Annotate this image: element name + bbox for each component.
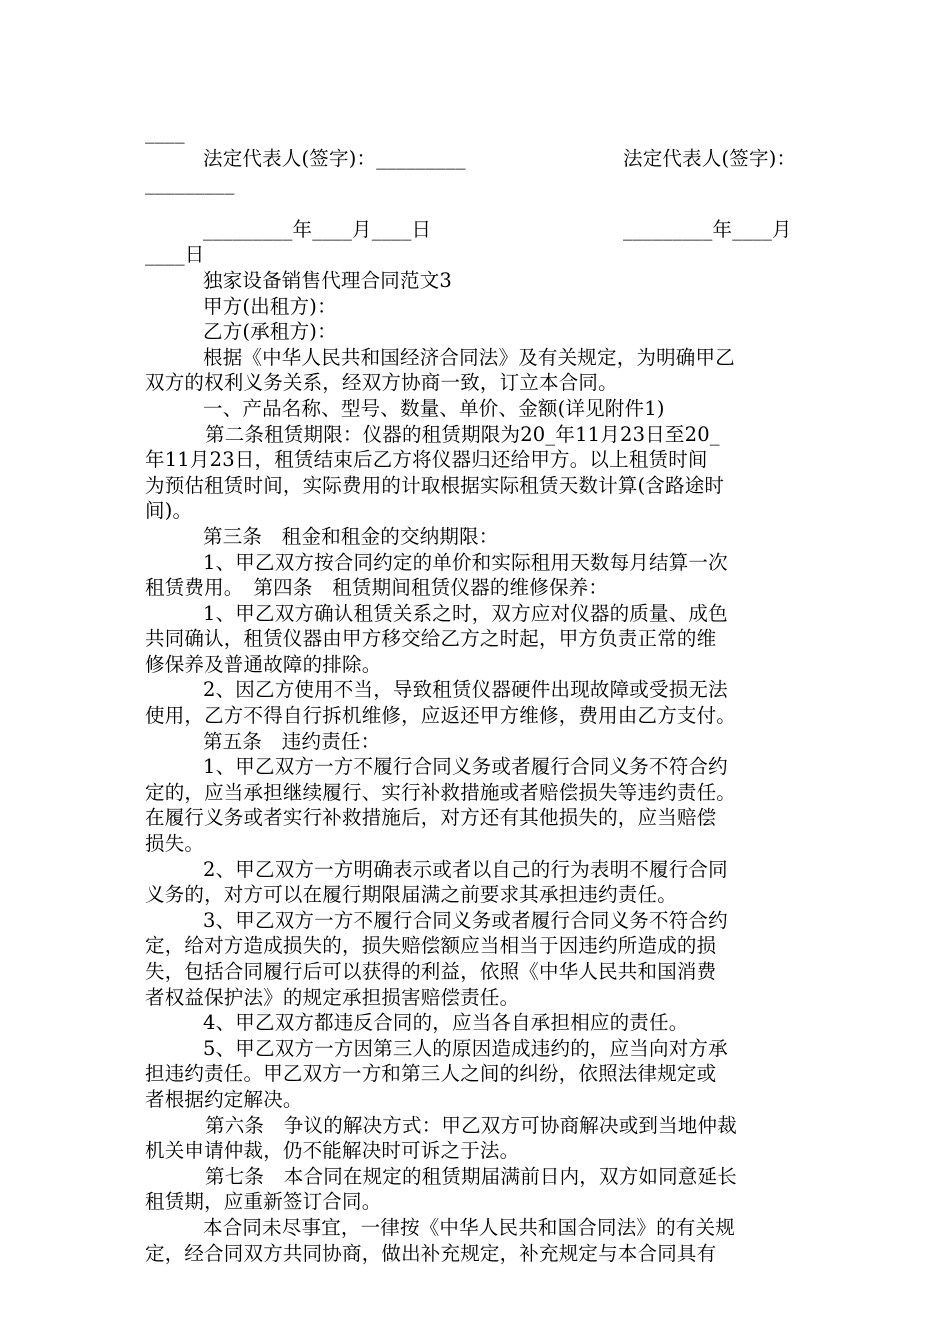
top-rule: ____ xyxy=(145,121,185,144)
article-5-item-3-line-1: 3、甲乙双方一方不履行合同义务或者履行合同义务不符合约 xyxy=(203,908,728,932)
article-5-item-2-line-1: 2、甲乙双方一方明确表示或者以自己的行为表明不履行合同 xyxy=(203,857,728,881)
article-5-item-5-line-3: 者根据约定解决。 xyxy=(145,1087,303,1111)
article-5-item-3-line-3: 失，包括合同履行后可以获得的利益，依照《中华人民共和国消费 xyxy=(145,960,717,983)
article-3-item-1-line-1: 1、甲乙双方按合同约定的单价和实际租用天数每月结算一次 xyxy=(203,550,728,574)
article-4-item-2-line-2: 使用，乙方不得自行拆机维修，应返还甲方维修，费用由乙方支付。 xyxy=(145,704,737,728)
article-2-line-3: 为预估租赁时间，实际费用的计取根据实际租赁天数计算(含路途时 xyxy=(145,473,725,497)
article-5-item-1-line-4: 损失。 xyxy=(145,832,205,856)
closing-line-2: 定，经合同双方共同协商，做出补充规定，补充规定与本合同具有 xyxy=(145,1241,717,1265)
article-5-item-5-line-1: 5、甲乙双方一方因第三人的原因造成违约的，应当向对方承 xyxy=(203,1036,728,1060)
article-7-line-1: 第七条 本合同在规定的租赁期届满前日内，双方如同意延长 xyxy=(205,1164,737,1188)
intro-line-1: 根据《中华人民共和国经济合同法》及有关规定，为明确甲乙 xyxy=(203,345,735,369)
document-page xyxy=(145,120,810,1266)
document-title: 独家设备销售代理合同范文3 xyxy=(203,268,453,292)
article-5-item-1-line-2: 定的，应当承担继续履行、实行补救措施或者赔偿损失等违约责任。 xyxy=(145,780,737,804)
party-a: 甲方(出租方)： xyxy=(203,294,337,318)
article-5-item-2-line-2: 义务的，对方可以在履行期限届满之前要求其承担违约责任。 xyxy=(145,883,677,907)
right-legal-rep: 法定代表人(签字)： xyxy=(623,146,797,170)
article-6-line-2: 机关申请仲裁，仍不能解决时可诉之于法。 xyxy=(145,1139,520,1163)
article-3-heading: 第三条 租金和租金的交纳期限： xyxy=(203,524,499,548)
date-day-tail: ____日 xyxy=(145,243,205,267)
article-5-heading: 第五条 违约责任： xyxy=(203,729,381,753)
article-2-line-4: 间)。 xyxy=(145,499,193,523)
article-5-item-3-line-4: 者权益保护法》的规定承担损害赔偿责任。 xyxy=(145,985,520,1009)
article-4-item-1-line-2: 共同确认，租赁仪器由甲方移交给乙方之时起，甲方负责正常的维 xyxy=(145,627,717,651)
rep-rule-continuation: _________ xyxy=(145,172,235,196)
article-4-item-2-line-1: 2、因乙方使用不当，导致租赁仪器硬件出现故障或受损无法 xyxy=(203,678,728,702)
party-b: 乙方(承租方)： xyxy=(203,320,337,344)
closing-line-1: 本合同未尽事宜，一律按《中华人民共和国合同法》的有关规 xyxy=(203,1215,735,1239)
intro-line-2: 双方的权利义务关系，经双方协商一致，订立本合同。 xyxy=(145,371,618,395)
article-2-line-2: 年11月23日，租赁结束后乙方将仪器归还给甲方。以上租赁时间 xyxy=(145,448,708,472)
legal-rep-row xyxy=(145,146,810,172)
article-2-line-1: 第二条租赁期限：仪器的租赁期限为20_年11月23日至20_ xyxy=(205,422,720,446)
date-row xyxy=(145,217,810,243)
article-4-item-1-line-3: 修保养及普通故障的排除。 xyxy=(145,652,382,676)
article-4-item-1-line-1: 1、甲乙双方确认租赁关系之时，双方应对仪器的质量、成色 xyxy=(203,601,728,625)
article-1: 一、产品名称、型号、数量、单价、金额(详见附件1) xyxy=(203,396,665,420)
left-legal-rep: 法定代表人(签字)：_________ xyxy=(203,146,466,170)
left-date: _________年____月____日 xyxy=(203,217,432,241)
article-6-line-1: 第六条 争议的解决方式：甲乙双方可协商解决或到当地仲裁 xyxy=(205,1113,737,1137)
article-7-line-2: 租赁期，应重新签订合同。 xyxy=(145,1190,382,1214)
right-date: _________年____月 xyxy=(623,217,792,241)
article-5-item-5-line-2: 担违约责任。甲乙双方一方和第三人之间的纠纷，依照法律规定或 xyxy=(145,1062,717,1086)
article-3-item-1-line-2: 租赁费用。 第四条 租赁期间租赁仪器的维修保养： xyxy=(145,576,609,600)
article-5-item-4: 4、甲乙双方都违反合同的，应当各自承担相应的责任。 xyxy=(203,1011,689,1035)
article-5-item-1-line-1: 1、甲乙双方一方不履行合同义务或者履行合同义务不符合约 xyxy=(203,755,728,779)
article-5-item-3-line-2: 定，给对方造成损失的，损失赔偿额应当相当于因违约所造成的损 xyxy=(145,934,717,958)
article-5-item-1-line-3: 在履行义务或者实行补救措施后，对方还有其他损失的，应当赔偿 xyxy=(145,806,717,830)
